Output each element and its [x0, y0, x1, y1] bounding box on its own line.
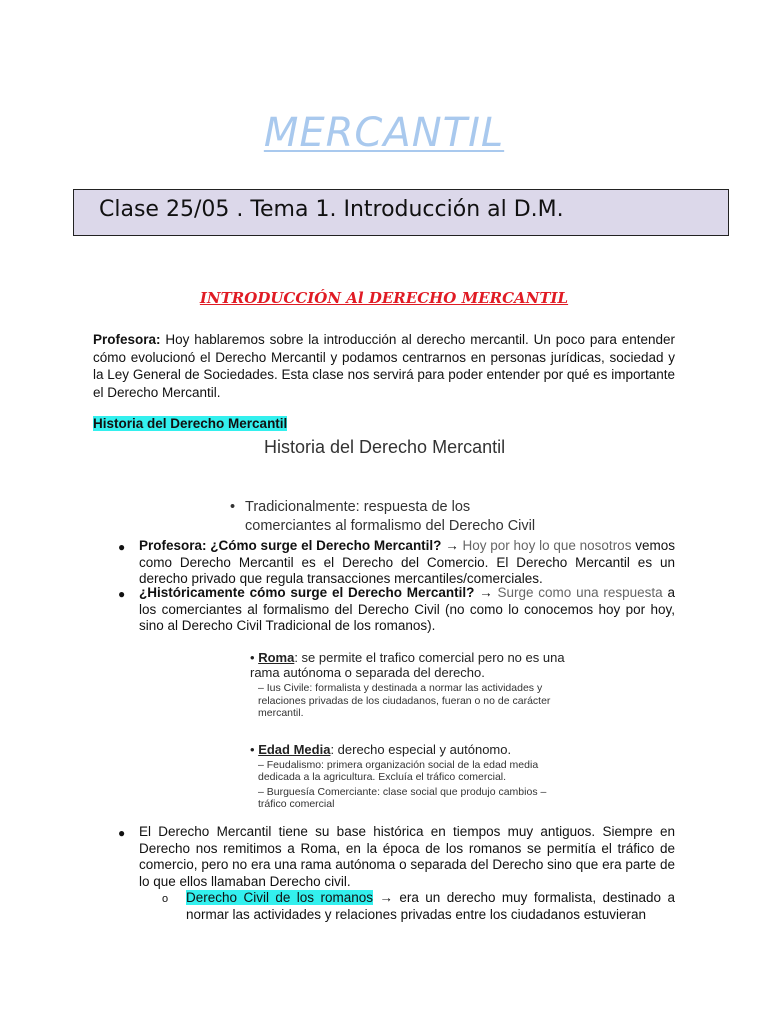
bullet-1-gray: Hoy por hoy lo que nosotros [462, 538, 632, 553]
subbullet-highlight: Derecho Civil de los romanos [186, 890, 373, 905]
bullet-marker-3: ● [118, 826, 126, 840]
document-title: MERCANTIL [263, 110, 505, 156]
bullet-marker-2: ● [118, 587, 126, 601]
bullet-2-bold: ¿Históricamente cómo surge el Derecho Mercantil? [139, 585, 475, 600]
bullet-2 [139, 585, 675, 635]
slide2-edad-dot: • [250, 741, 255, 757]
bullet-marker-1: ● [118, 540, 126, 554]
bullet-1-bold: Profesora: ¿Cómo surge el Derecho Mercantil? [139, 538, 442, 553]
intro-text: Hoy hablaremos sobre la introducción al derecho mercantil. Un poco para entender cómo evolucionó el Derecho Mercantil y podamos centrarnos en personas jurídicas, sociedad y la Ley General de Sociedades. Esta clase nos servirá para poder entender por qué es importante el Derecho Mercantil. [93, 332, 675, 400]
slide-image-roma-edad-media [250, 650, 570, 811]
class-header-text: Clase 25/05 . Tema 1. Introducción al D.M. [99, 197, 564, 222]
bullet-1-rest: vemos como Derecho Mercantil es el Derecho del Comercio. El Derecho Mercantil es un derecho privado que regula transacciones mercantiles/comerciales. [139, 538, 675, 586]
slide2-edad-text: : derecho especial y autónomo. [330, 741, 512, 757]
slide2-edad [250, 742, 570, 757]
slide2-edad-sub1: – Feudalismo: primera organización social de la edad media dedicada a la agricultura. Excluía el tráfico comercial. [258, 758, 539, 783]
slide2-edad-sub2: – Burguesía Comerciante: clase social que produjo cambios – tráfico comercial [258, 785, 547, 810]
slide1-bullet [230, 498, 560, 536]
bullet-1-arrow: → [441, 538, 463, 553]
slide1-bullet-dot: • [230, 499, 236, 515]
slide1-bullet-text: Tradicionalmente: respuesta de los comerciantes al formalismo del Derecho Civil [245, 499, 536, 534]
bullet-1 [139, 538, 675, 588]
history-heading [93, 416, 287, 431]
class-header-box [73, 189, 729, 236]
slide1-title: Historia del Derecho Mercantil [264, 437, 506, 457]
slide2-roma [250, 650, 570, 680]
bullet-2-rest: a los comerciantes al formalismo del Derecho Civil (no como lo conocemos hoy por hoy, sino al Derecho Civil Tradicional de los romanos). [139, 585, 675, 633]
intro-label: Profesora: [93, 332, 161, 347]
slide2-edad-label: Edad Media [258, 741, 331, 757]
slide2-roma-sub: – Ius Civile: formalista y destinada a normar las actividades y relaciones privadas de los ciudadanos, fueran o no de carácter mercantil. [258, 682, 551, 719]
bullet-3: El Derecho Mercantil tiene su base histórica en tiempos muy antiguos. Siempre en Derecho nos remitimos a Roma, en la época de los romanos se permitía el tráfico de comercio, pero no era una rama autónoma o separada del Derecho sino que era parte de lo que ellos llamaban Derecho civil. [139, 824, 675, 889]
subbullet-text: → era un derecho muy formalista, destinado a normar las actividades y relaciones privadas entre los ciudadanos estuvieran [186, 890, 675, 922]
bullet-2-gray: Surge como una respuesta [497, 585, 663, 600]
subbullet [186, 890, 675, 923]
section-title: INTRODUCCIÓN Al DERECHO MERCANTIL [199, 289, 569, 307]
bullet-2-arrow: → [474, 585, 498, 600]
history-heading-text: Historia del Derecho Mercantil [93, 416, 288, 431]
slide2-roma-label: Roma [258, 650, 295, 665]
slide2-roma-dot: • [250, 650, 255, 665]
slide2-roma-text: : se permite el trafico comercial pero no es una rama autónoma o separada del derecho. [250, 650, 565, 680]
subbullet-marker: o [162, 893, 169, 905]
intro-paragraph [93, 331, 675, 401]
